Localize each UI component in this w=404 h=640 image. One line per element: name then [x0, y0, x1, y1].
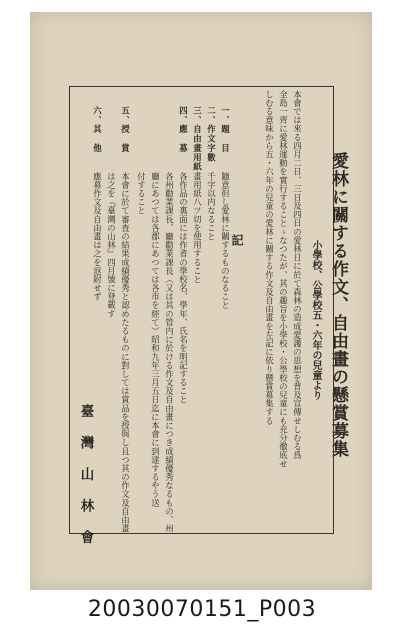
document-page: [30, 12, 372, 590]
item-label-3: 三、自由畫用紙: [192, 106, 203, 172]
item-label-6: 六、其 他: [92, 106, 103, 153]
item-4-text-4: 廳にあつては各郡にあつては各市を經て）昭和九年三月五日迄に本會に到達するやう送: [150, 172, 161, 508]
signature-taiwan-forestry-association: 臺灣山林會: [77, 404, 94, 562]
intro-line-3: しむる意味から五・六年の兒童の愛林に關する作文及自由畫を左記に依り懸賞募集する: [264, 90, 275, 426]
item-label-4: 四、應 募: [178, 106, 189, 153]
item-label-2: 二、作文字數: [206, 106, 217, 163]
intro-line-2: 全島一齊に愛林運動を實行することゝなつたが、其の趣旨を小學校・公學校の兒童にも充分徹底せ: [278, 90, 289, 468]
document-subtitle: 小學校、公學校五・六年の兒童より: [310, 240, 321, 400]
item-label-1: 一、題 目: [220, 106, 231, 153]
document-title: 愛林に關する作文、自由畫の懸賞募集: [328, 152, 348, 458]
item-label-5: 五、授 賞: [120, 106, 131, 153]
ki-heading: 記: [230, 234, 244, 246]
item-4-text-1: 各作品の裏面には作者の學校名、學年、氏名を明記すること: [178, 172, 189, 404]
item-4-text-2: 各州勸業課長、廳勸業課長（又は其の管内に於ける作文及自由畫につき成績優秀なるもの、州: [164, 172, 175, 533]
item-5-text-1: 本會に於て審査の結果成績優秀と認めたるものに對しては賞品を授與し且つ其の作文及自由畫: [120, 172, 131, 533]
item-1-text: 隨意但し愛林に關するものなること: [220, 172, 231, 310]
item-2-text: 千字以内なること: [206, 172, 217, 241]
image-caption: 20030070151_P003: [87, 597, 317, 622]
intro-line-1: 本會では來る四月二日、三日及四日の愛林日に於て森林の造成愛護の思想を普及宣傳せしむる爲: [292, 90, 303, 460]
item-3-text: 畫用紙八ツ切を使用すること: [192, 172, 203, 284]
item-6-text: 應募作文及自由畫は之を返附せず: [92, 172, 103, 301]
item-4-text-3: 付すること: [136, 172, 147, 576]
item-5-text-2: は之を『臺灣の山林』四月號に登載す: [106, 172, 117, 319]
